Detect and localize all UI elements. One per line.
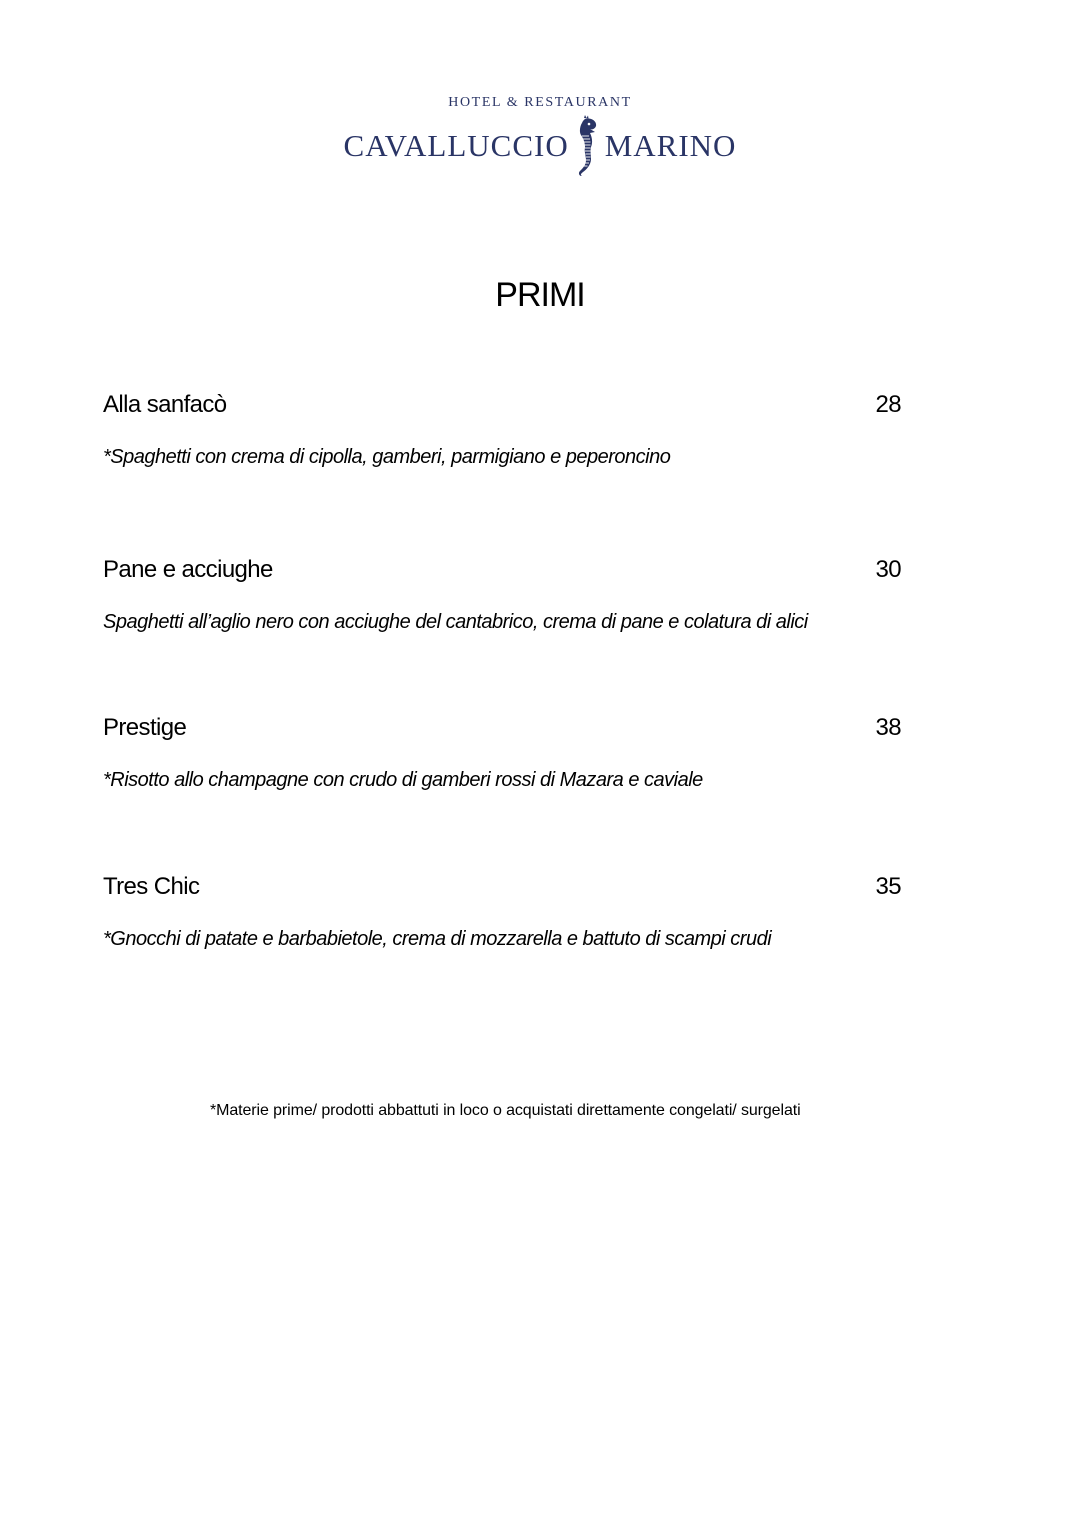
logo-brand-left: CAVALLUCCIO (343, 128, 569, 163)
dish-description: Spaghetti all’aglio nero con acciughe del cantabrico, crema di pane e colatura di alici (103, 611, 808, 633)
dish-item (103, 713, 901, 793)
dish-name: Pane e acciughe (103, 556, 273, 583)
dish-name: Prestige (103, 714, 187, 741)
dish-header (103, 555, 901, 585)
dish-price: 35 (875, 873, 901, 900)
section-title: PRIMI (495, 276, 585, 314)
footnote: *Materie prime/ prodotti abbattuti in loco o acquistati direttamente congelati/ surgelati (210, 1102, 801, 1119)
dish-description: *Risotto allo champagne con crudo di gamberi rossi di Mazara e caviale (103, 769, 703, 791)
dish-header (103, 713, 901, 743)
seahorse-icon (571, 115, 603, 177)
dish-item (103, 555, 901, 635)
logo-subtitle: HOTEL & RESTAURANT (448, 95, 632, 110)
dish-item (103, 390, 901, 470)
dish-name: Alla sanfacò (103, 391, 227, 418)
dish-description: *Spaghetti con crema di cipolla, gamberi, parmigiano e peperoncino (103, 446, 671, 468)
dish-description: *Gnocchi di patate e barbabietole, crema di mozzarella e battuto di scampi crudi (103, 928, 772, 950)
dish-name: Tres Chic (103, 873, 200, 900)
dish-header (103, 872, 901, 902)
dish-item (103, 872, 901, 952)
dish-price: 28 (875, 391, 901, 418)
logo-brand (0, 116, 1080, 176)
logo-brand-right: MARINO (604, 128, 737, 163)
dish-header (103, 390, 901, 420)
restaurant-logo (0, 92, 1080, 176)
dish-price: 38 (875, 714, 901, 741)
dish-price: 30 (875, 556, 901, 583)
